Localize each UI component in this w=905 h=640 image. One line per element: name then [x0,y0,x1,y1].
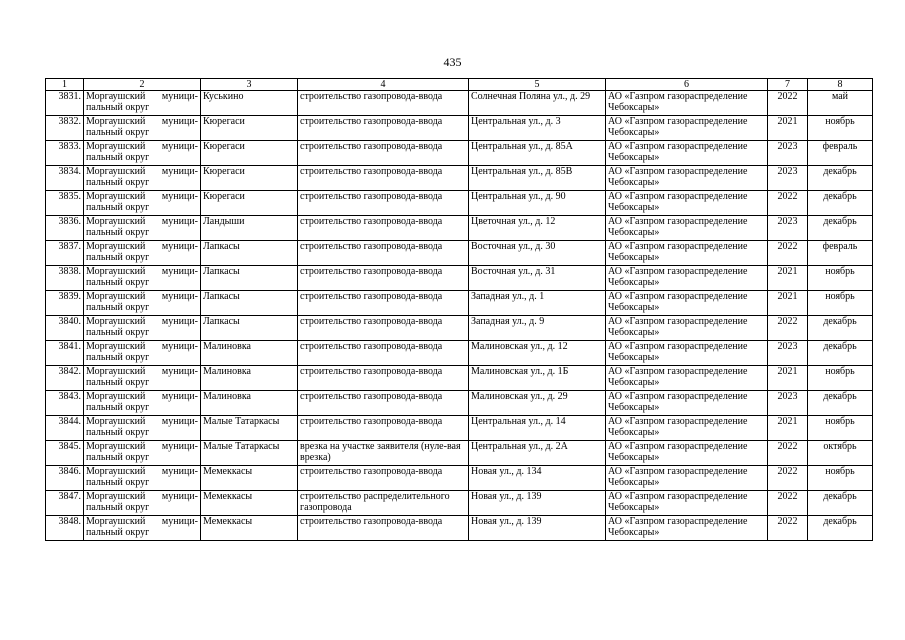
table-row [46,91,873,116]
address-cell: Восточная ул., д. 31 [469,266,606,291]
year-cell: 2021 [768,266,808,291]
organization-cell: АО «Газпром газораспределение Чебоксары» [606,491,768,516]
month-cell: ноябрь [808,266,873,291]
row-number: 3837. [46,241,84,266]
year-cell: 2021 [768,366,808,391]
year-cell: 2022 [768,241,808,266]
month-cell: декабрь [808,316,873,341]
table-row [46,466,873,491]
settlement-cell: Кюрегаси [201,191,298,216]
year-cell: 2023 [768,391,808,416]
column-header: 5 [469,79,606,91]
organization-cell: АО «Газпром газораспределение Чебоксары» [606,391,768,416]
district-cell: Моргаушский муници-пальный округ [84,391,201,416]
work-type-cell: строительство газопровода-ввода [298,316,469,341]
district-cell: Моргаушский муници-пальный округ [84,466,201,491]
address-cell: Солнечная Поляна ул., д. 29 [469,91,606,116]
month-cell: декабрь [808,491,873,516]
organization-cell: АО «Газпром газораспределение Чебоксары» [606,266,768,291]
district-cell: Моргаушский муници-пальный округ [84,416,201,441]
settlement-cell: Лапкасы [201,291,298,316]
work-type-cell: строительство газопровода-ввода [298,266,469,291]
work-type-cell: строительство газопровода-ввода [298,516,469,541]
district-cell: Моргаушский муници-пальный округ [84,91,201,116]
year-cell: 2022 [768,91,808,116]
year-cell: 2021 [768,416,808,441]
settlement-cell: Ландыши [201,216,298,241]
year-cell: 2022 [768,441,808,466]
address-cell: Центральная ул., д. 14 [469,416,606,441]
district-cell: Моргаушский муници-пальный округ [84,241,201,266]
table-row [46,516,873,541]
address-cell: Новая ул., д. 134 [469,466,606,491]
organization-cell: АО «Газпром газораспределение Чебоксары» [606,366,768,391]
work-type-cell: строительство газопровода-ввода [298,241,469,266]
work-type-cell: строительство газопровода-ввода [298,166,469,191]
year-cell: 2023 [768,166,808,191]
organization-cell: АО «Газпром газораспределение Чебоксары» [606,166,768,191]
work-type-cell: строительство газопровода-ввода [298,116,469,141]
month-cell: декабрь [808,341,873,366]
organization-cell: АО «Газпром газораспределение Чебоксары» [606,241,768,266]
row-number: 3848. [46,516,84,541]
settlement-cell: Куськино [201,91,298,116]
row-number: 3832. [46,116,84,141]
table-row [46,216,873,241]
year-cell: 2022 [768,466,808,491]
month-cell: декабрь [808,191,873,216]
address-cell: Западная ул., д. 1 [469,291,606,316]
month-cell: ноябрь [808,366,873,391]
month-cell: декабрь [808,516,873,541]
district-cell: Моргаушский муници-пальный округ [84,341,201,366]
work-type-cell: строительство газопровода-ввода [298,366,469,391]
settlement-cell: Кюрегаси [201,141,298,166]
settlement-cell: Кюрегаси [201,116,298,141]
work-type-cell: строительство газопровода-ввода [298,141,469,166]
organization-cell: АО «Газпром газораспределение Чебоксары» [606,191,768,216]
settlement-cell: Лапкасы [201,241,298,266]
row-number: 3839. [46,291,84,316]
address-cell: Малиновская ул., д. 29 [469,391,606,416]
column-header: 2 [84,79,201,91]
table-row [46,491,873,516]
table-body [46,91,873,541]
row-number: 3838. [46,266,84,291]
district-cell: Моргаушский муници-пальный округ [84,516,201,541]
row-number: 3836. [46,216,84,241]
row-number: 3846. [46,466,84,491]
table-row [46,416,873,441]
settlement-cell: Малые Татаркасы [201,441,298,466]
month-cell: февраль [808,241,873,266]
work-type-cell: строительство газопровода-ввода [298,341,469,366]
address-cell: Западная ул., д. 9 [469,316,606,341]
year-cell: 2022 [768,516,808,541]
table-row [46,291,873,316]
address-cell: Центральная ул., д. 3 [469,116,606,141]
settlement-cell: Малиновка [201,391,298,416]
table-row [46,391,873,416]
address-cell: Новая ул., д. 139 [469,516,606,541]
address-cell: Малиновская ул., д. 1Б [469,366,606,391]
district-cell: Моргаушский муници-пальный округ [84,291,201,316]
year-cell: 2023 [768,141,808,166]
column-header: 8 [808,79,873,91]
settlement-cell: Мемеккасы [201,516,298,541]
district-cell: Моргаушский муници-пальный округ [84,191,201,216]
organization-cell: АО «Газпром газораспределение Чебоксары» [606,91,768,116]
address-cell: Цветочная ул., д. 12 [469,216,606,241]
address-cell: Центральная ул., д. 85В [469,166,606,191]
organization-cell: АО «Газпром газораспределение Чебоксары» [606,316,768,341]
year-cell: 2022 [768,316,808,341]
table-row [46,441,873,466]
table-row [46,116,873,141]
organization-cell: АО «Газпром газораспределение Чебоксары» [606,416,768,441]
table-row [46,141,873,166]
month-cell: ноябрь [808,416,873,441]
district-cell: Моргаушский муници-пальный округ [84,216,201,241]
row-number: 3843. [46,391,84,416]
district-cell: Моргаушский муници-пальный округ [84,166,201,191]
row-number: 3835. [46,191,84,216]
work-type-cell: врезка на участке заявителя (нуле-вая врезка) [298,441,469,466]
row-number: 3847. [46,491,84,516]
settlement-cell: Мемеккасы [201,466,298,491]
month-cell: ноябрь [808,116,873,141]
table-row [46,366,873,391]
month-cell: ноябрь [808,291,873,316]
column-header: 1 [46,79,84,91]
address-cell: Центральная ул., д. 2А [469,441,606,466]
settlement-cell: Малиновка [201,341,298,366]
data-table [45,78,873,541]
table-row [46,191,873,216]
work-type-cell: строительство газопровода-ввода [298,416,469,441]
district-cell: Моргаушский муници-пальный округ [84,366,201,391]
settlement-cell: Малые Татаркасы [201,416,298,441]
row-number: 3840. [46,316,84,341]
table-row [46,241,873,266]
settlement-cell: Лапкасы [201,266,298,291]
column-header: 6 [606,79,768,91]
district-cell: Моргаушский муници-пальный округ [84,491,201,516]
district-cell: Моргаушский муници-пальный округ [84,266,201,291]
year-cell: 2021 [768,116,808,141]
month-cell: декабрь [808,166,873,191]
header-row [46,79,873,91]
month-cell: ноябрь [808,466,873,491]
row-number: 3845. [46,441,84,466]
page-number: 435 [443,55,462,69]
column-header: 4 [298,79,469,91]
district-cell: Моргаушский муници-пальный округ [84,141,201,166]
organization-cell: АО «Газпром газораспределение Чебоксары» [606,466,768,491]
table-row [46,341,873,366]
district-cell: Моргаушский муници-пальный округ [84,116,201,141]
table-row [46,166,873,191]
address-cell: Центральная ул., д. 90 [469,191,606,216]
work-type-cell: строительство газопровода-ввода [298,391,469,416]
table-row [46,266,873,291]
row-number: 3841. [46,341,84,366]
work-type-cell: строительство газопровода-ввода [298,91,469,116]
year-cell: 2021 [768,291,808,316]
year-cell: 2022 [768,491,808,516]
settlement-cell: Мемеккасы [201,491,298,516]
address-cell: Центральная ул., д. 85А [469,141,606,166]
column-header: 3 [201,79,298,91]
work-type-cell: строительство газопровода-ввода [298,291,469,316]
column-header: 7 [768,79,808,91]
row-number: 3834. [46,166,84,191]
district-cell: Моргаушский муници-пальный округ [84,441,201,466]
work-type-cell: строительство газопровода-ввода [298,466,469,491]
organization-cell: АО «Газпром газораспределение Чебоксары» [606,291,768,316]
row-number: 3844. [46,416,84,441]
settlement-cell: Малиновка [201,366,298,391]
organization-cell: АО «Газпром газораспределение Чебоксары» [606,116,768,141]
row-number: 3842. [46,366,84,391]
work-type-cell: строительство газопровода-ввода [298,216,469,241]
district-cell: Моргаушский муници-пальный округ [84,316,201,341]
organization-cell: АО «Газпром газораспределение Чебоксары» [606,216,768,241]
settlement-cell: Лапкасы [201,316,298,341]
month-cell: октябрь [808,441,873,466]
organization-cell: АО «Газпром газораспределение Чебоксары» [606,141,768,166]
work-type-cell: строительство газопровода-ввода [298,191,469,216]
year-cell: 2022 [768,191,808,216]
address-cell: Новая ул., д. 139 [469,491,606,516]
year-cell: 2023 [768,216,808,241]
row-number: 3831. [46,91,84,116]
table-row [46,316,873,341]
row-number: 3833. [46,141,84,166]
address-cell: Восточная ул., д. 30 [469,241,606,266]
organization-cell: АО «Газпром газораспределение Чебоксары» [606,516,768,541]
year-cell: 2023 [768,341,808,366]
organization-cell: АО «Газпром газораспределение Чебоксары» [606,441,768,466]
organization-cell: АО «Газпром газораспределение Чебоксары» [606,341,768,366]
month-cell: декабрь [808,216,873,241]
month-cell: февраль [808,141,873,166]
month-cell: май [808,91,873,116]
address-cell: Малиновская ул., д. 12 [469,341,606,366]
work-type-cell: строительство распределительного газопровода [298,491,469,516]
month-cell: декабрь [808,391,873,416]
settlement-cell: Кюрегаси [201,166,298,191]
